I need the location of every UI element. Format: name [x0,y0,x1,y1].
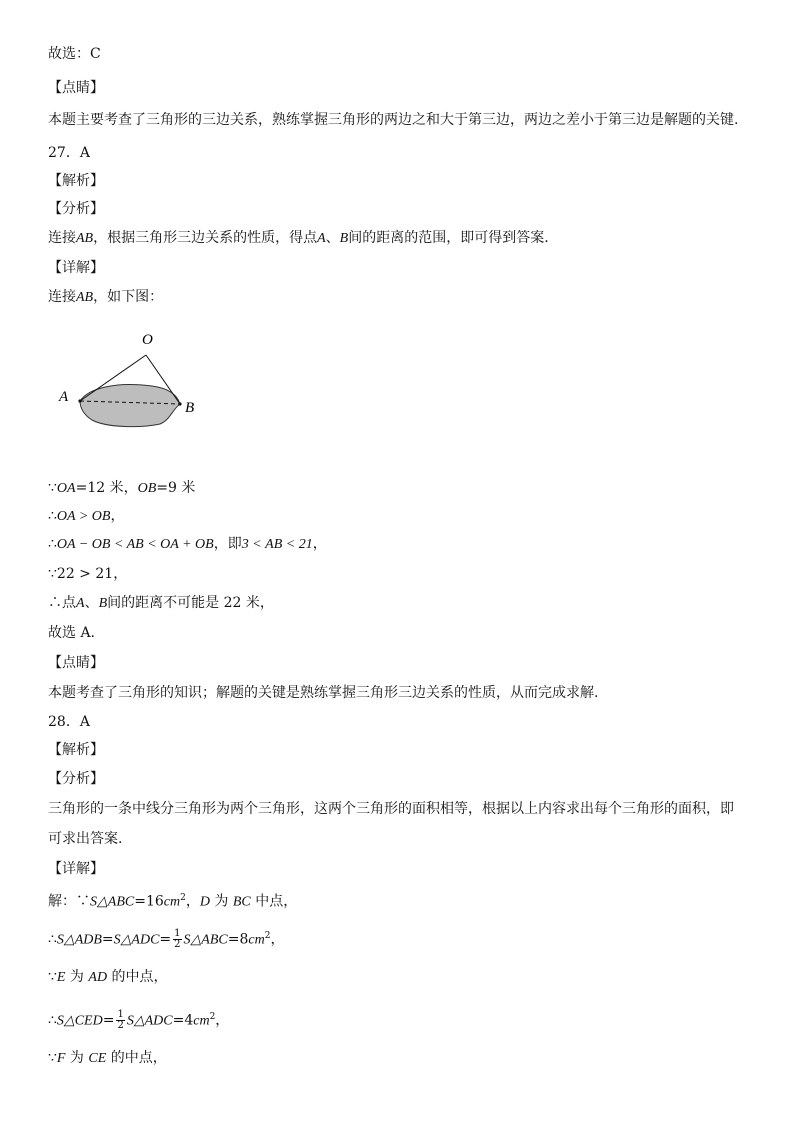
fraction-one-half: $\frac{1}{2}$ [117,1009,124,1032]
section-tag-xiangjie: 【详解】 [48,260,104,276]
math-line: ∴S△CED= $\frac{1}{2}$ $S\triangle ADC=4cm^2$， [48,1009,230,1032]
section-tag-dianjing: 【点睛】 [48,655,104,671]
section-tag-jiexi: 【解析】 [48,173,104,189]
math-line: ∴OA > OB， [48,508,125,524]
math-line: ∵OA=12 米，OB=9 米 [48,480,196,496]
section-tag-jiexi: 【解析】 [48,742,104,758]
paragraph: 本题考查了三角形的知识；解题的关键是熟练掌握三角形三边关系的性质，从而完成求解. [48,685,599,701]
label-o: O [142,332,153,348]
point-b [178,402,181,405]
section-tag-fenxi: 【分析】 [48,201,104,217]
paragraph: 可求出答案. [48,831,123,847]
answer-line: 故选 A. [48,625,96,641]
geometry-figure [52,322,212,432]
section-tag-xiangjie: 【详解】 [48,861,104,877]
point-a [78,399,81,402]
math-line: ∵22 > 21， [48,566,128,582]
answer-line: 故选：C [48,46,101,62]
paragraph: 连接AB，根据三角形三边关系的性质，得点A、B间的距离的范围，即可得到答案. [48,230,549,246]
section-tag-dianjing: 【点睛】 [48,80,104,96]
math-line: ∴点A、B间的距离不可能是 22 米， [48,595,274,611]
math-line: ∵F 为 CE 的中点， [48,1050,167,1066]
fraction-one-half: $\frac{1}{2}$ [174,928,181,951]
question-number: 28．A [48,714,90,730]
math-line: ∴OA − OB < AB < OA + OB，即3 < AB < 21， [48,536,327,552]
question-number: 27．A [48,145,90,161]
math-line: ∵E 为 AD 的中点， [48,969,168,985]
paragraph: 三角形的一条中线分三角形为两个三角形，这两个三角形的面积相等，根据以上内容求出每个三角形的面积，即 [48,801,734,817]
label-b: B [185,400,195,416]
section-tag-fenxi: 【分析】 [48,771,104,787]
math-line: ∴S△ADB=S△ADC= $\frac{1}{2}$ $S\triangle ABC=8cm^2$， [48,928,285,951]
label-a: A [59,389,69,405]
math-line: 解：$\because S\triangle ABC=16cm^2$，D 为 BC 中点， [48,893,298,910]
paragraph: 本题主要考查了三角形的三边关系，熟练掌握三角形的两边之和大于第三边，两边之差小于第三边是解题的关键. [48,112,739,128]
paragraph: 连接AB，如下图： [48,289,164,305]
